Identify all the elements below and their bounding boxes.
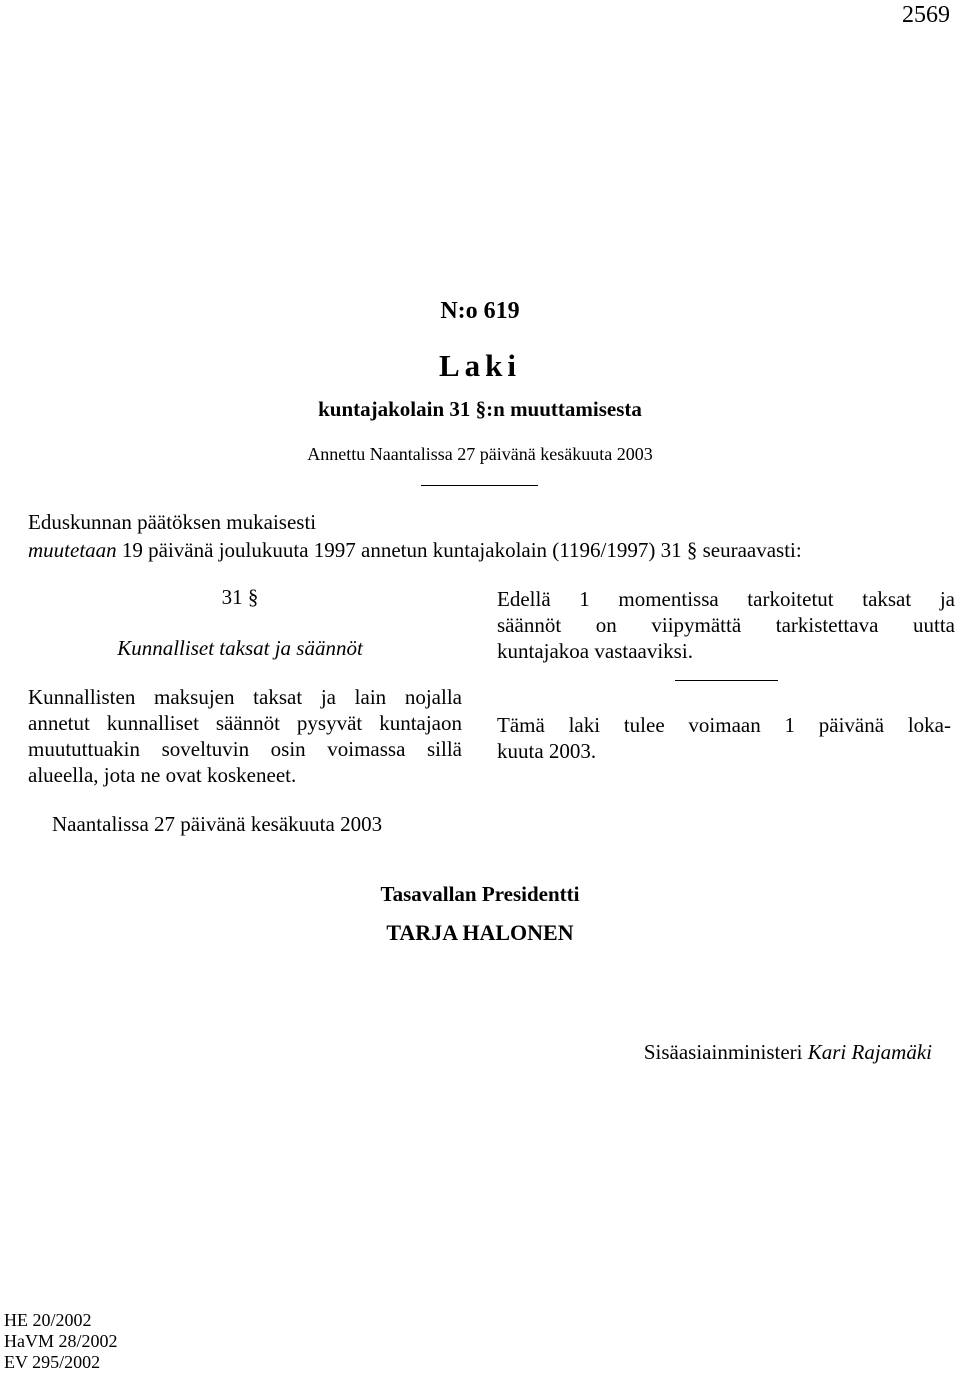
paragraph-1-line: muututtuakin soveltuvin osin voimassa sillä: [28, 737, 462, 761]
countersignature: [644, 1040, 932, 1065]
reference-ev: EV 295/2002: [4, 1352, 101, 1372]
entry-into-force: [497, 712, 951, 764]
preamble-line-1: Eduskunnan päätöksen mukaisesti: [28, 510, 317, 534]
page-number: 2569: [902, 2, 950, 28]
entry-into-force-line: Tämä laki tulee voimaan 1 päivänä loka-: [497, 713, 951, 737]
law-heading: Laki: [438, 348, 522, 383]
paragraph-1-line: Kunnallisten maksujen taksat ja lain nojalla: [28, 685, 462, 709]
divider-top: [421, 485, 538, 486]
minister-role: Sisäasiainministeri: [643, 1040, 808, 1064]
paragraph-1-line: alueella, jota ne ovat koskeneet.: [28, 763, 297, 787]
paragraph-1-line: annetut kunnalliset säännöt pysyvät kuntajaon: [28, 711, 462, 735]
paragraph-2-line: Edellä 1 momentissa tarkoitetut taksat ja: [497, 587, 955, 611]
section-paragraph-1: [28, 684, 462, 788]
preamble-line-2: [28, 538, 802, 563]
paragraph-2-line: säännöt on viipymättä tarkistettava uutta: [497, 613, 955, 637]
given-line: Annettu Naantalissa 27 päivänä kesäkuuta 2003: [307, 444, 653, 464]
reference-he: HE 20/2002: [4, 1310, 92, 1330]
preamble-line-2-text: 19 päivänä joulukuuta 1997 annetun kuntajakolain (1196/1997) 31 § seuraavasti:: [116, 538, 802, 562]
reference-havm: HaVM 28/2002: [4, 1331, 118, 1351]
paragraph-2-line: kuntajakoa vastaaviksi.: [497, 639, 693, 663]
minister-name: Kari Rajamäki: [807, 1040, 932, 1064]
section-heading: Kunnalliset taksat ja säännöt: [117, 636, 363, 660]
preamble-italic-verb: muutetaan: [28, 538, 117, 562]
law-number: N:o 619: [440, 298, 520, 324]
section-number: 31 §: [221, 585, 259, 609]
entry-into-force-line: kuuta 2003.: [497, 739, 597, 763]
divider-right: [675, 680, 778, 681]
section-paragraph-2: [497, 586, 955, 664]
law-title: kuntajakolain 31 §:n muuttamisesta: [318, 397, 642, 421]
date-line: Naantalissa 27 päivänä kesäkuuta 2003: [52, 812, 383, 836]
signer-name: TARJA HALONEN: [386, 920, 574, 945]
signer-title: Tasavallan Presidentti: [380, 882, 580, 906]
